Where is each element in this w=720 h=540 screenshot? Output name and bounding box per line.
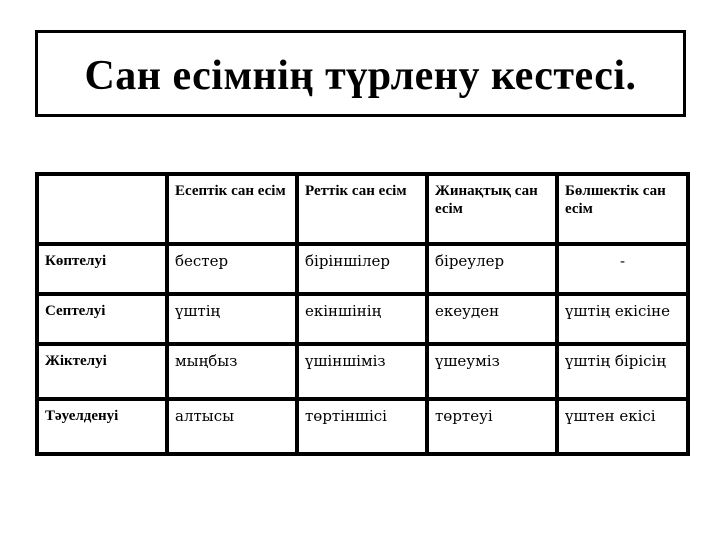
- table-cell: біріншілер: [297, 244, 427, 294]
- table-cell: мыңбыз: [167, 344, 297, 399]
- row-label-case: Септелуі: [37, 294, 167, 344]
- row-label-plural: Көптелуі: [37, 244, 167, 294]
- table-row: [37, 344, 688, 399]
- table-cell: үшіншіміз: [297, 344, 427, 399]
- title-box: [35, 30, 686, 117]
- table-cell: төртеуі: [427, 399, 557, 454]
- page-title: Сан есімнің түрлену кестесі.: [84, 52, 637, 99]
- column-header-fractional: Бөлшектік сан есім: [557, 174, 688, 244]
- table-cell: бестер: [167, 244, 297, 294]
- corner-cell: [37, 174, 167, 244]
- table-cell: төртіншісі: [297, 399, 427, 454]
- column-header-collective: Жинақтық сан есім: [427, 174, 557, 244]
- table-cell: үшеуміз: [427, 344, 557, 399]
- table-row: [37, 244, 688, 294]
- table-cell: үштің бірісің: [557, 344, 688, 399]
- table-cell: үштің екісіне: [557, 294, 688, 344]
- table-cell: екеуден: [427, 294, 557, 344]
- table-cell: үштің: [167, 294, 297, 344]
- column-header-ordinal: Реттік сан есім: [297, 174, 427, 244]
- row-label-person: Жіктелуі: [37, 344, 167, 399]
- table-cell: -: [557, 244, 688, 294]
- table-row: [37, 399, 688, 454]
- table-cell: үштен екісі: [557, 399, 688, 454]
- table-header-row: [37, 174, 688, 244]
- row-label-possessive: Тәуелденуі: [37, 399, 167, 454]
- table-cell: біреулер: [427, 244, 557, 294]
- declension-table: [35, 172, 690, 456]
- column-header-cardinal: Есептік сан есім: [167, 174, 297, 244]
- table-cell: алтысы: [167, 399, 297, 454]
- table-cell: екіншінің: [297, 294, 427, 344]
- table-row: [37, 294, 688, 344]
